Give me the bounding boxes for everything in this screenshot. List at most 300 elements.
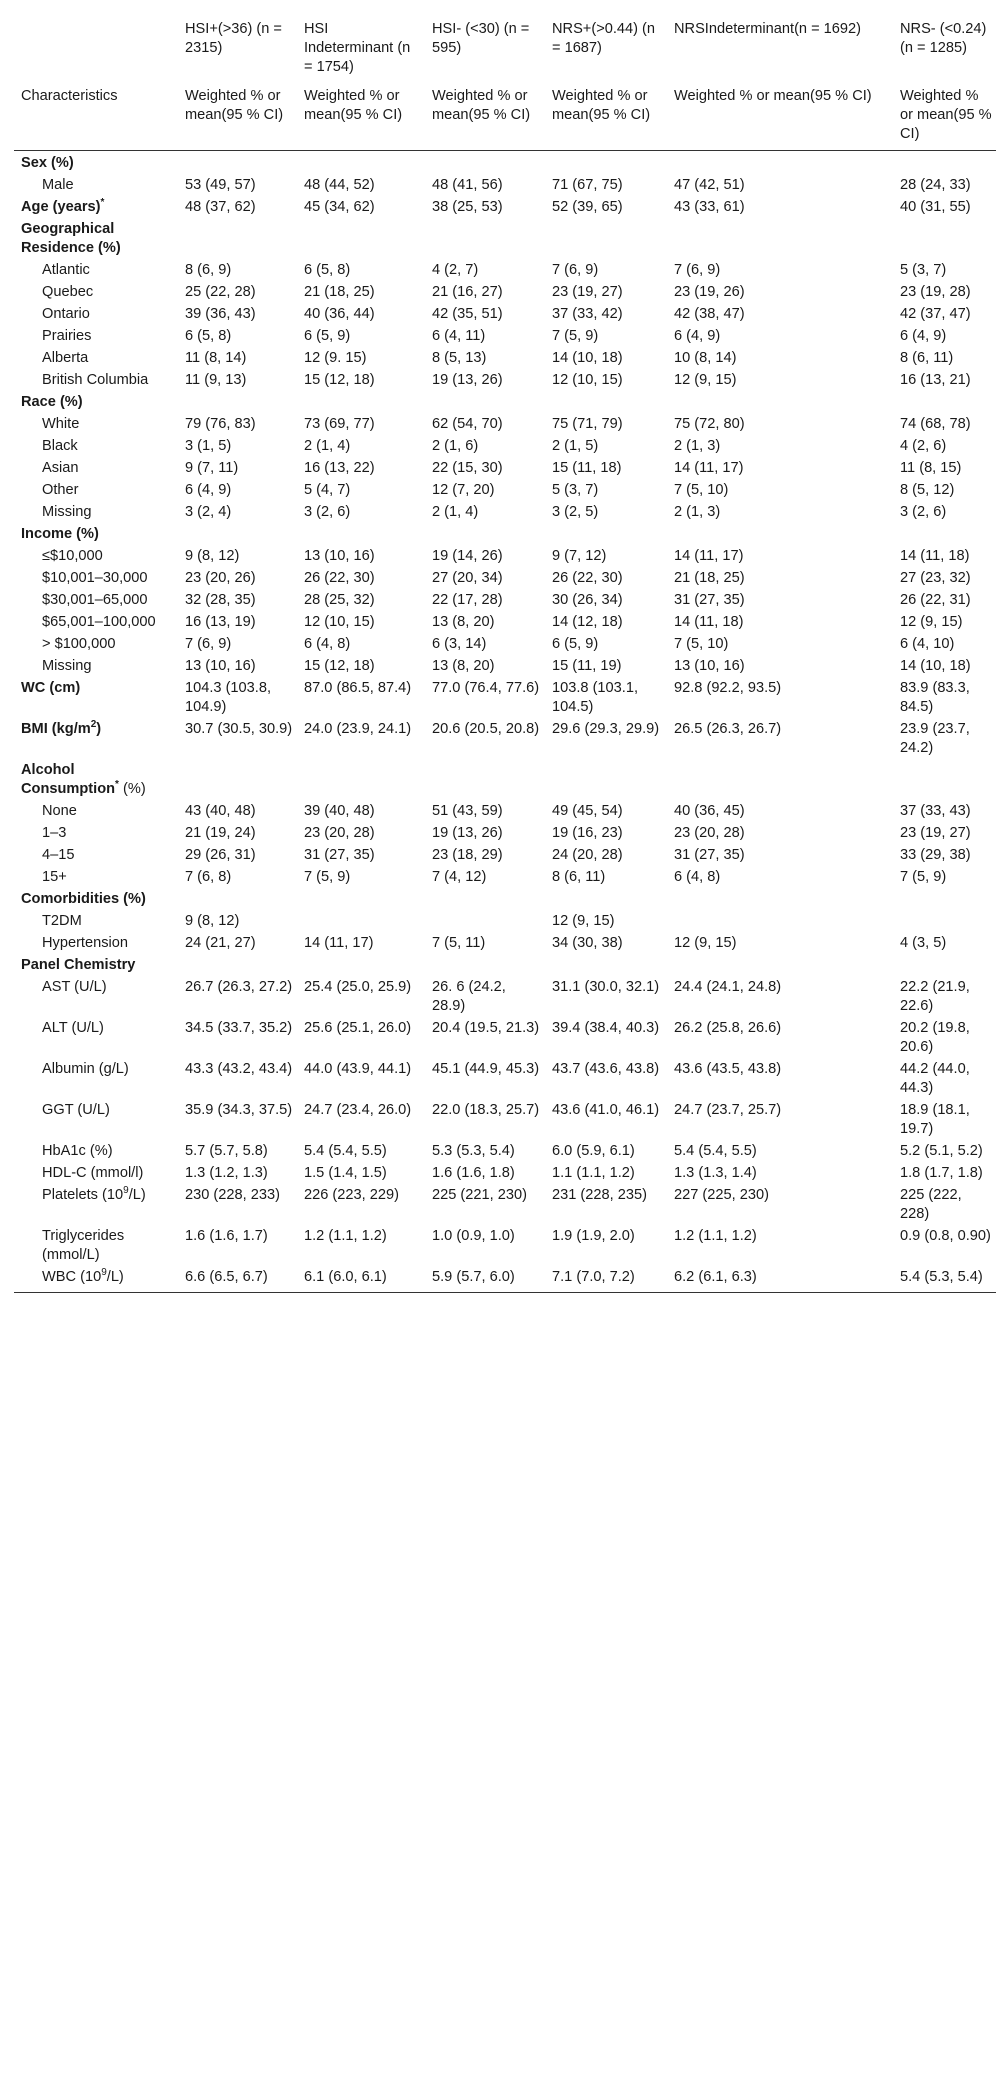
measure-header: Weighted % or mean(95 % CI)	[545, 87, 667, 151]
label-text: Triglycerides (mmol/L)	[42, 1228, 125, 1263]
label-text: Missing	[42, 504, 92, 520]
value-cell: 31 (27, 35)	[304, 847, 375, 863]
row-label	[14, 547, 178, 569]
value-cell: 48 (44, 52)	[304, 177, 375, 193]
value-cell	[667, 761, 893, 802]
row-label	[14, 437, 178, 459]
label-text: Sex (%)	[21, 155, 74, 171]
table-row	[14, 679, 996, 720]
value-cell	[178, 761, 297, 802]
value-cell	[297, 393, 425, 415]
value-cell: 27 (23, 32)	[900, 570, 971, 586]
value-cell: 6 (5, 9)	[552, 636, 599, 652]
value-cell: 74 (68, 78)	[900, 416, 971, 432]
label-tail: )	[96, 721, 102, 737]
value-cell: 40 (31, 55)	[900, 199, 971, 215]
value-cell: 37 (33, 42)	[552, 306, 623, 322]
value-cell: 225 (222, 228)	[900, 1187, 962, 1222]
table-row	[14, 459, 996, 481]
row-label	[14, 1268, 178, 1293]
value-cell: 43 (40, 48)	[185, 803, 256, 819]
value-cell: 26. 6 (24.2, 28.9)	[432, 979, 506, 1014]
row-label	[14, 846, 178, 868]
table-row	[14, 503, 996, 525]
table-row	[14, 283, 996, 305]
row-label	[14, 679, 178, 720]
label-text: GGT (U/L)	[42, 1102, 110, 1118]
table-row	[14, 1186, 996, 1227]
group-name: NRSIndeterminant	[674, 21, 795, 37]
header-group-cell	[667, 12, 893, 87]
row-label	[14, 415, 178, 437]
value-cell: 6 (4, 8)	[674, 869, 721, 885]
value-cell: 26.7 (26.3, 27.2)	[185, 979, 293, 995]
value-cell: 14 (11, 18)	[900, 548, 970, 564]
header-group-cell	[545, 12, 667, 87]
table-row	[14, 1164, 996, 1186]
value-cell: 24 (21, 27)	[185, 935, 256, 951]
value-cell: 14 (11, 18)	[674, 614, 744, 630]
row-label	[14, 1101, 178, 1142]
label-tail: /L)	[106, 1269, 124, 1285]
value-cell: 13 (8, 20)	[432, 614, 495, 630]
label-text: Missing	[42, 658, 92, 674]
value-cell: 2 (1, 6)	[432, 438, 479, 454]
section-row	[14, 393, 996, 415]
measure-header: Weighted % or mean(95 % CI)	[893, 87, 996, 151]
value-cell: 11 (8, 15)	[900, 460, 962, 476]
value-cell: 5.4 (5.3, 5.4)	[893, 1268, 996, 1293]
label-text: Male	[42, 177, 74, 193]
value-cell: 15 (12, 18)	[304, 658, 375, 674]
value-cell: 4 (3, 5)	[900, 935, 947, 951]
header-group-cell	[178, 12, 297, 87]
value-cell: 103.8 (103.1, 104.5)	[552, 680, 639, 715]
table-row	[14, 1019, 996, 1060]
value-cell: 52 (39, 65)	[552, 199, 623, 215]
value-cell: 6.1 (6.0, 6.1)	[297, 1268, 425, 1293]
label-superscript: *	[115, 779, 119, 791]
value-cell: 5.9 (5.7, 6.0)	[425, 1268, 545, 1293]
value-cell: 12 (9, 15)	[900, 614, 963, 630]
value-cell	[545, 761, 667, 802]
value-cell: 75 (71, 79)	[552, 416, 623, 432]
value-cell: 53 (49, 57)	[185, 177, 256, 193]
value-cell: 26.2 (25.8, 26.6)	[674, 1020, 782, 1036]
value-cell: 0.9 (0.8, 0.90)	[900, 1228, 991, 1244]
row-label	[14, 481, 178, 503]
value-cell: 13 (8, 20)	[432, 658, 495, 674]
value-cell: 23 (19, 27)	[900, 825, 971, 841]
value-cell: 39 (40, 48)	[304, 803, 375, 819]
value-cell: 3 (2, 6)	[304, 504, 351, 520]
value-cell: 92.8 (92.2, 93.5)	[674, 680, 782, 696]
label-text: 15+	[42, 869, 67, 885]
value-cell: 28 (24, 33)	[900, 177, 971, 193]
value-cell: 8 (6, 11)	[900, 350, 954, 366]
value-cell	[667, 890, 893, 912]
label-text: ≤$10,000	[42, 548, 103, 564]
value-cell: 9 (8, 12)	[185, 548, 240, 564]
table-row	[14, 1227, 996, 1268]
value-cell: 7 (5, 9)	[304, 869, 351, 885]
value-cell: 73 (69, 77)	[304, 416, 375, 432]
value-cell: 15 (11, 18)	[552, 460, 622, 476]
section-label	[14, 393, 178, 415]
value-cell: 2 (1, 5)	[552, 438, 599, 454]
value-cell: 6.6 (6.5, 6.7)	[178, 1268, 297, 1293]
value-cell: 14 (11, 17)	[674, 548, 744, 564]
row-label	[14, 868, 178, 890]
table-row	[14, 912, 996, 934]
table-row	[14, 978, 996, 1019]
value-cell	[667, 393, 893, 415]
table-row	[14, 657, 996, 679]
value-cell: 14 (11, 17)	[304, 935, 374, 951]
value-cell: 1.1 (1.1, 1.2)	[552, 1165, 635, 1181]
label-superscript: 9	[123, 1185, 129, 1197]
value-cell	[425, 393, 545, 415]
table-row	[14, 934, 996, 956]
value-cell: 42 (35, 51)	[432, 306, 503, 322]
header-group-cell	[893, 12, 996, 87]
value-cell: 7 (6, 9)	[185, 636, 232, 652]
value-cell: 12 (7, 20)	[432, 482, 495, 498]
value-cell: 45 (34, 62)	[304, 199, 375, 215]
value-cell: 45.1 (44.9, 45.3)	[432, 1061, 540, 1077]
section-label	[14, 761, 178, 802]
value-cell: 26 (22, 30)	[552, 570, 623, 586]
value-cell	[425, 220, 545, 261]
value-cell: 31 (27, 35)	[674, 847, 745, 863]
value-cell	[893, 761, 996, 802]
label-text: Alcohol Consumption	[21, 762, 116, 797]
label-text: Black	[42, 438, 78, 454]
value-cell	[667, 525, 893, 547]
value-cell	[297, 525, 425, 547]
value-cell: 51 (43, 59)	[432, 803, 503, 819]
value-cell: 48 (41, 56)	[432, 177, 503, 193]
value-cell: 6 (4, 9)	[674, 328, 721, 344]
value-cell: 21 (19, 24)	[185, 825, 256, 841]
row-label	[14, 1164, 178, 1186]
value-cell	[297, 890, 425, 912]
group-name: NRS- (<0.24)	[900, 21, 987, 37]
row-label	[14, 503, 178, 525]
label-text: Atlantic	[42, 262, 90, 278]
value-cell: 42 (38, 47)	[674, 306, 745, 322]
value-cell	[178, 890, 297, 912]
value-cell: 1.3 (1.2, 1.3)	[185, 1165, 268, 1181]
value-cell: 14 (12, 18)	[552, 614, 623, 630]
measure-header: Weighted % or mean(95 % CI)	[667, 87, 893, 151]
value-cell: 24.4 (24.1, 24.8)	[674, 979, 782, 995]
value-cell: 21 (18, 25)	[304, 284, 375, 300]
table-row	[14, 327, 996, 349]
value-cell: 25 (22, 28)	[185, 284, 256, 300]
section-label	[14, 151, 178, 177]
value-cell: 23 (18, 29)	[432, 847, 503, 863]
row-label	[14, 569, 178, 591]
row-label	[14, 327, 178, 349]
row-label	[14, 613, 178, 635]
row-label	[14, 176, 178, 198]
table-header	[14, 12, 996, 151]
group-n: (n = 1285)	[900, 40, 967, 56]
label-superscript: 2	[90, 719, 97, 731]
value-cell: 38 (25, 53)	[432, 199, 503, 215]
value-cell: 24 (20, 28)	[552, 847, 623, 863]
value-cell	[425, 525, 545, 547]
value-cell	[178, 393, 297, 415]
value-cell: 5.7 (5.7, 5.8)	[185, 1143, 268, 1159]
label-text: $10,001–30,000	[42, 570, 148, 586]
value-cell: 6.2 (6.1, 6.3)	[667, 1268, 893, 1293]
label-tail: (%)	[118, 781, 146, 797]
group-n: (n = 1754)	[304, 40, 411, 75]
value-cell: 15 (11, 19)	[552, 658, 622, 674]
value-cell: 43.6 (41.0, 46.1)	[552, 1102, 660, 1118]
value-cell: 7 (6, 8)	[185, 869, 232, 885]
value-cell: 7 (6, 9)	[552, 262, 599, 278]
value-cell: 8 (5, 13)	[432, 350, 487, 366]
value-cell: 22 (17, 28)	[432, 592, 503, 608]
row-label	[14, 720, 178, 761]
value-cell: 43.7 (43.6, 43.8)	[552, 1061, 660, 1077]
value-cell: 62 (54, 70)	[432, 416, 503, 432]
group-n: (n = 1687)	[552, 21, 656, 56]
row-label	[14, 1019, 178, 1060]
value-cell: 8 (6, 11)	[552, 869, 606, 885]
table-row	[14, 1142, 996, 1164]
label-text: WBC (10	[42, 1269, 102, 1285]
table-row	[14, 547, 996, 569]
table-row	[14, 613, 996, 635]
row-label	[14, 912, 178, 934]
value-cell	[178, 956, 297, 978]
label-text: White	[42, 416, 80, 432]
value-cell: 5 (3, 7)	[552, 482, 599, 498]
value-cell: 5 (4, 7)	[304, 482, 351, 498]
value-cell: 1.6 (1.6, 1.7)	[185, 1228, 268, 1244]
value-cell	[178, 151, 297, 177]
value-cell: 6 (4, 8)	[304, 636, 351, 652]
value-cell: 10 (8, 14)	[674, 350, 737, 366]
value-cell: 5.3 (5.3, 5.4)	[432, 1143, 515, 1159]
value-cell: 19 (13, 26)	[432, 372, 503, 388]
group-name: HSI- (<30)	[432, 21, 500, 37]
value-cell	[178, 220, 297, 261]
value-cell: 37 (33, 43)	[900, 803, 971, 819]
section-label	[14, 890, 178, 912]
value-cell: 231 (228, 235)	[552, 1187, 647, 1203]
value-cell: 30 (26, 34)	[552, 592, 623, 608]
value-cell: 13 (10, 16)	[674, 658, 745, 674]
group-n: (n = 595)	[432, 21, 530, 56]
value-cell: 6 (3, 14)	[432, 636, 487, 652]
value-cell: 19 (16, 23)	[552, 825, 623, 841]
row-label	[14, 934, 178, 956]
label-text: Quebec	[42, 284, 94, 300]
label-text: T2DM	[42, 913, 82, 929]
label-text: HDL-C (mmol/l)	[42, 1165, 144, 1181]
value-cell	[545, 393, 667, 415]
value-cell	[297, 151, 425, 177]
table-row	[14, 635, 996, 657]
value-cell: 9 (7, 11)	[185, 460, 239, 476]
table-row	[14, 437, 996, 459]
value-cell	[297, 761, 425, 802]
value-cell: 29 (26, 31)	[185, 847, 256, 863]
value-cell: 32 (28, 35)	[185, 592, 256, 608]
value-cell: 19 (14, 26)	[432, 548, 503, 564]
row-label	[14, 1186, 178, 1227]
value-cell	[893, 151, 996, 177]
value-cell: 2 (1, 3)	[674, 504, 721, 520]
table-row	[14, 349, 996, 371]
value-cell: 26 (22, 30)	[304, 570, 375, 586]
row-label	[14, 824, 178, 846]
row-label	[14, 657, 178, 679]
table-row	[14, 1101, 996, 1142]
value-cell: 12 (10, 15)	[552, 372, 623, 388]
value-cell: 225 (221, 230)	[432, 1187, 527, 1203]
value-cell: 9 (7, 12)	[552, 548, 607, 564]
value-cell: 7 (4, 12)	[432, 869, 487, 885]
label-text: Other	[42, 482, 79, 498]
value-cell: 23 (20, 28)	[304, 825, 375, 841]
value-cell: 6.0 (5.9, 6.1)	[552, 1143, 635, 1159]
value-cell: 43.6 (43.5, 43.8)	[674, 1061, 782, 1077]
row-label	[14, 1227, 178, 1268]
value-cell: 3 (2, 6)	[900, 504, 947, 520]
section-label	[14, 956, 178, 978]
value-cell	[297, 220, 425, 261]
value-cell: 1.0 (0.9, 1.0)	[432, 1228, 515, 1244]
value-cell	[893, 525, 996, 547]
value-cell: 11 (8, 14)	[185, 350, 247, 366]
header-empty-cell	[14, 12, 178, 87]
value-cell: 21 (18, 25)	[674, 570, 745, 586]
value-cell: 6 (4, 9)	[900, 328, 947, 344]
value-cell: 8 (6, 9)	[185, 262, 232, 278]
value-cell: 104.3 (103.8, 104.9)	[185, 680, 272, 715]
value-cell: 22.0 (18.3, 25.7)	[432, 1102, 540, 1118]
row-label	[14, 261, 178, 283]
value-cell	[893, 912, 996, 934]
value-cell: 7 (6, 9)	[674, 262, 721, 278]
label-text: $30,001–65,000	[42, 592, 148, 608]
value-cell: 23 (20, 26)	[185, 570, 256, 586]
label-text: > $100,000	[42, 636, 116, 652]
value-cell: 16 (13, 22)	[304, 460, 375, 476]
value-cell: 47 (42, 51)	[674, 177, 745, 193]
label-text: ALT (U/L)	[42, 1020, 104, 1036]
value-cell: 23 (19, 27)	[552, 284, 623, 300]
value-cell: 23 (19, 28)	[900, 284, 971, 300]
value-cell: 7.1 (7.0, 7.2)	[545, 1268, 667, 1293]
label-text: Ontario	[42, 306, 90, 322]
table-row	[14, 720, 996, 761]
value-cell: 12 (9, 15)	[674, 372, 737, 388]
characteristics-table	[14, 12, 996, 1293]
value-cell: 22.2 (21.9, 22.6)	[900, 979, 970, 1014]
value-cell	[425, 890, 545, 912]
value-cell: 14 (10, 18)	[900, 658, 971, 674]
group-name: NRS+(>0.44)	[552, 21, 638, 37]
value-cell: 24.0 (23.9, 24.1)	[304, 721, 412, 737]
value-cell: 34 (30, 38)	[552, 935, 623, 951]
value-cell	[425, 151, 545, 177]
value-cell: 6 (4, 9)	[185, 482, 232, 498]
value-cell: 23 (20, 28)	[674, 825, 745, 841]
label-text: Panel Chemistry	[21, 957, 136, 973]
value-cell: 4 (2, 6)	[900, 438, 947, 454]
row-label	[14, 371, 178, 393]
value-cell: 44.2 (44.0, 44.3)	[900, 1061, 970, 1096]
value-cell: 43 (33, 61)	[674, 199, 745, 215]
row-label	[14, 349, 178, 371]
value-cell: 33 (29, 38)	[900, 847, 971, 863]
value-cell	[893, 220, 996, 261]
label-text: WC (cm)	[21, 680, 81, 696]
value-cell: 230 (228, 233)	[185, 1187, 280, 1203]
section-row	[14, 890, 996, 912]
value-cell: 1.8 (1.7, 1.8)	[900, 1165, 983, 1181]
value-cell: 7 (5, 10)	[674, 636, 729, 652]
value-cell: 5.4 (5.4, 5.5)	[674, 1143, 757, 1159]
row-label	[14, 635, 178, 657]
value-cell: 12 (9, 15)	[674, 935, 737, 951]
value-cell	[297, 956, 425, 978]
value-cell: 5.2 (5.1, 5.2)	[900, 1143, 983, 1159]
value-cell: 6 (5, 9)	[304, 328, 351, 344]
table-row	[14, 415, 996, 437]
value-cell: 6 (4, 11)	[432, 328, 486, 344]
row-label	[14, 198, 178, 220]
value-cell: 3 (1, 5)	[185, 438, 232, 454]
value-cell: 16 (13, 19)	[185, 614, 256, 630]
label-text: Geographical Residence (%)	[21, 221, 121, 256]
table-body	[14, 151, 996, 1293]
value-cell	[667, 151, 893, 177]
value-cell: 13 (10, 16)	[185, 658, 256, 674]
table-row	[14, 1268, 996, 1293]
value-cell: 7 (5, 9)	[552, 328, 599, 344]
label-text: Alberta	[42, 350, 89, 366]
row-label	[14, 802, 178, 824]
value-cell: 31 (27, 35)	[674, 592, 745, 608]
value-cell: 1.6 (1.6, 1.8)	[432, 1165, 515, 1181]
value-cell: 40 (36, 45)	[674, 803, 745, 819]
value-cell: 1.3 (1.3, 1.4)	[674, 1165, 757, 1181]
value-cell	[545, 525, 667, 547]
label-text: $65,001–100,000	[42, 614, 156, 630]
value-cell: 79 (76, 83)	[185, 416, 256, 432]
value-cell: 5 (3, 7)	[900, 262, 947, 278]
group-n: (n = 1692)	[794, 21, 861, 37]
table-row	[14, 261, 996, 283]
value-cell: 18.9 (18.1, 19.7)	[900, 1102, 970, 1137]
label-text: AST (U/L)	[42, 979, 107, 995]
value-cell: 43.3 (43.2, 43.4)	[185, 1061, 293, 1077]
measure-header: Weighted % or mean(95 % CI)	[425, 87, 545, 151]
value-cell: 14 (10, 18)	[552, 350, 623, 366]
label-text: Race (%)	[21, 394, 83, 410]
value-cell: 5.4 (5.4, 5.5)	[304, 1143, 387, 1159]
value-cell: 20.4 (19.5, 21.3)	[432, 1020, 540, 1036]
table-row	[14, 868, 996, 890]
